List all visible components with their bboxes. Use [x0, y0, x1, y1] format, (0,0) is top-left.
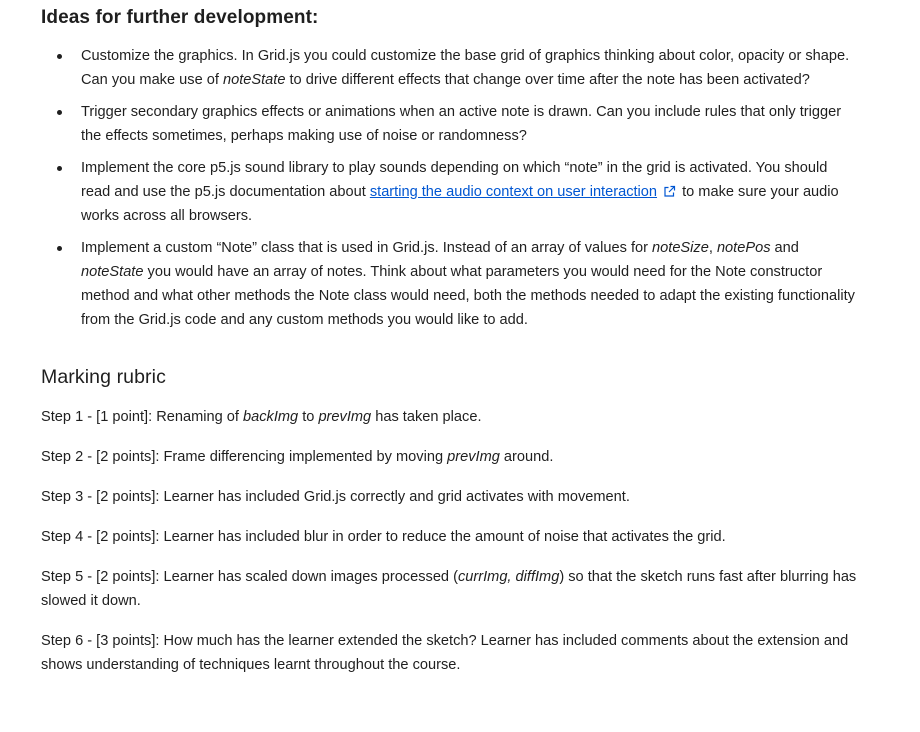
rubric-heading: Marking rubric [41, 366, 166, 388]
rubric-steps [41, 405, 860, 677]
ideas-heading: Ideas for further development: [41, 7, 319, 28]
code-term: notePos [716, 240, 771, 256]
ideas-list [41, 44, 860, 332]
list-item: Trigger secondary graphics effects or animations when an active note is drawn. Can you include rules that only trigger the effects sometimes, perhaps making use of noise or randomness? [41, 100, 860, 148]
rubric-step: Step 4 - [2 points]: Learner has included blur in order to reduce the amount of noise that activates the grid. [41, 529, 726, 545]
code-term: noteSize [652, 240, 709, 256]
rubric-step: Step 5 - [2 points]: Learner has scaled down images processed (currImg, diffImg) so that the sketch runs fast after blurring has slowed it down. [41, 569, 857, 609]
audio-context-link[interactable]: starting the audio context on user interaction [369, 184, 658, 200]
code-term: prevImg [318, 409, 372, 425]
code-term: prevImg [447, 449, 500, 465]
code-term: noteState [222, 72, 286, 88]
rubric-step: Step 2 - [2 points]: Frame differencing implemented by moving prevImg around. [41, 449, 554, 465]
list-item: Customize the graphics. In Grid.js you could customize the base grid of graphics thinking about color, opacity or shape. Can you make use of noteState to drive different effects that change over time after the note has been activated? [41, 44, 860, 92]
bullet-icon [57, 246, 62, 251]
bullet-icon [57, 166, 62, 171]
rubric-step: Step 6 - [3 points]: How much has the learner extended the sketch? Learner has included comments about the extension and shows understanding of techniques learnt throughout the course. [41, 633, 849, 673]
external-link-icon[interactable] [663, 185, 676, 198]
list-item: Implement the core p5.js sound library to play sounds depending on which “note” in the grid is activated. You should read and use the p5.js documentation about starting the audio context on user interaction to make sure your audio works across all browsers. [41, 156, 860, 228]
list-item: Implement a custom “Note” class that is used in Grid.js. Instead of an array of values for noteSize, notePos and noteState you would have an array of notes. Think about what parameters you would need for the Note constructor method and what other methods the Note class would need, both the methods needed to adapt the existing functionality from the Grid.js code and any custom methods you would like to add. [41, 236, 860, 332]
code-term: currImg, diffImg [457, 569, 560, 585]
bullet-icon [57, 54, 62, 59]
rubric-step: Step 3 - [2 points]: Learner has included Grid.js correctly and grid activates with movement. [41, 489, 630, 505]
code-term: backImg [243, 409, 299, 425]
rubric-step: Step 1 - [1 point]: Renaming of backImg to prevImg has taken place. [41, 409, 482, 425]
bullet-icon [57, 110, 62, 115]
code-term: noteState [81, 264, 144, 280]
